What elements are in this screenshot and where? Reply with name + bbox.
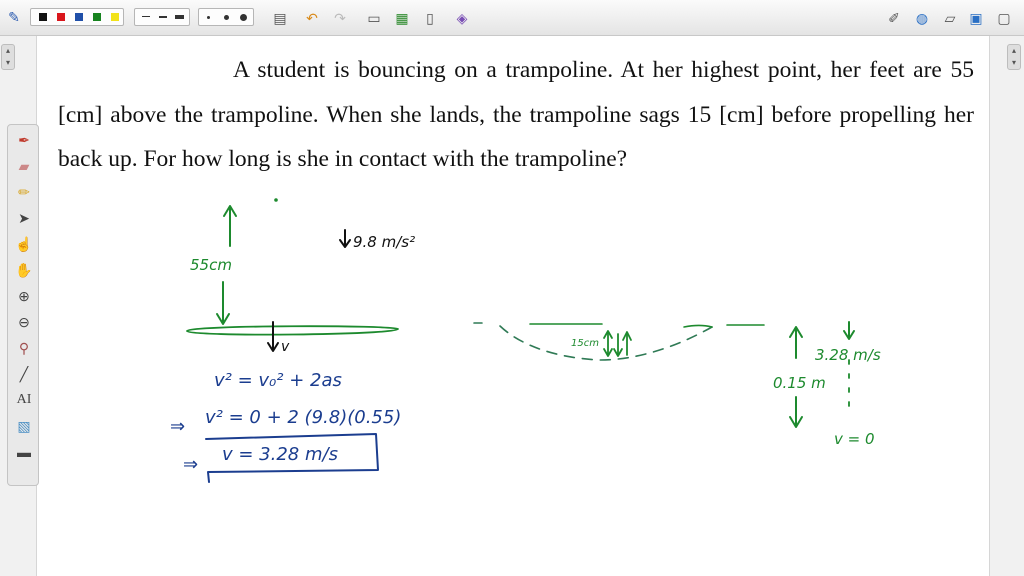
globe-icon[interactable]: ◍ xyxy=(915,10,929,26)
depth-label: 0.15 m xyxy=(773,374,826,392)
right-scroll-tab[interactable]: ▴ ▾ xyxy=(1007,44,1021,70)
equation-2-arrow: ⇒ xyxy=(170,416,186,437)
text-tool-icon[interactable]: AI xyxy=(16,392,32,407)
select-tool-icon[interactable]: ➤ xyxy=(18,210,30,226)
page-list-icon[interactable]: ▯ xyxy=(426,10,434,26)
eraser-tool-icon[interactable]: ▰ xyxy=(18,158,30,174)
eyedropper-icon[interactable]: ⚲ xyxy=(18,340,30,356)
undo-icon[interactable]: ↶ xyxy=(306,10,318,26)
left-scroll-tab[interactable]: ▴ ▾ xyxy=(1,44,15,70)
height-label: 55cm xyxy=(190,256,232,274)
pen-settings-icon[interactable]: ✎ xyxy=(8,9,20,25)
folder-icon[interactable]: ▱ xyxy=(944,10,956,26)
new-page-icon[interactable]: ▭ xyxy=(367,10,381,26)
shapes-icon[interactable]: ◈ xyxy=(456,10,468,26)
equation-3: v = 3.28 m/s xyxy=(222,444,338,465)
zoom-in-icon[interactable]: ⊕ xyxy=(18,288,30,304)
edit-icon[interactable]: ✐ xyxy=(888,10,900,26)
trampoline-shape xyxy=(187,326,398,334)
insert-page-icon[interactable]: ▦ xyxy=(395,10,409,26)
keyboard-tool-icon[interactable]: ▬ xyxy=(17,444,31,460)
equation-1: v² = v₀² + 2as xyxy=(214,370,342,391)
redo-icon[interactable]: ↷ xyxy=(334,10,346,26)
keyboard-icon[interactable]: ▤ xyxy=(273,10,287,26)
equation-2: v² = 0 + 2 (9.8)(0.55) xyxy=(205,407,402,428)
equation-3-arrow: ⇒ xyxy=(183,454,199,475)
zoom-out-icon[interactable]: ⊖ xyxy=(18,314,30,330)
monitor-icon[interactable]: ▣ xyxy=(969,10,983,26)
velocity-label: v xyxy=(281,339,290,355)
speed-label: 3.28 m/s xyxy=(815,346,881,364)
gravity-label: 9.8 m/s² xyxy=(353,233,416,251)
trampoline-right-curve xyxy=(684,326,712,328)
problem-statement: A student is bouncing on a trampoline. At her highest point, her feet are 55 [cm] above the trampoline. When she lands, the trampoline sags 15 [cm] before propelling her back up. For how long is she in contact with the trampoline? xyxy=(58,57,974,172)
line-tool-icon[interactable]: ╱ xyxy=(19,366,29,382)
sag-curve xyxy=(500,326,712,360)
highlighter-tool-icon[interactable]: ✏ xyxy=(18,184,30,200)
student-dot xyxy=(274,198,278,202)
pen-tool-icon[interactable]: ✒ xyxy=(18,132,30,148)
window-icon[interactable]: ▢ xyxy=(997,10,1011,26)
sag-label: 15cm xyxy=(571,338,599,349)
image-tool-icon[interactable]: ▧ xyxy=(17,418,31,434)
pan-hand-icon[interactable]: ✋ xyxy=(15,262,33,278)
point-hand-icon[interactable]: ☝ xyxy=(15,236,33,252)
final-velocity-label: v = 0 xyxy=(834,430,875,448)
